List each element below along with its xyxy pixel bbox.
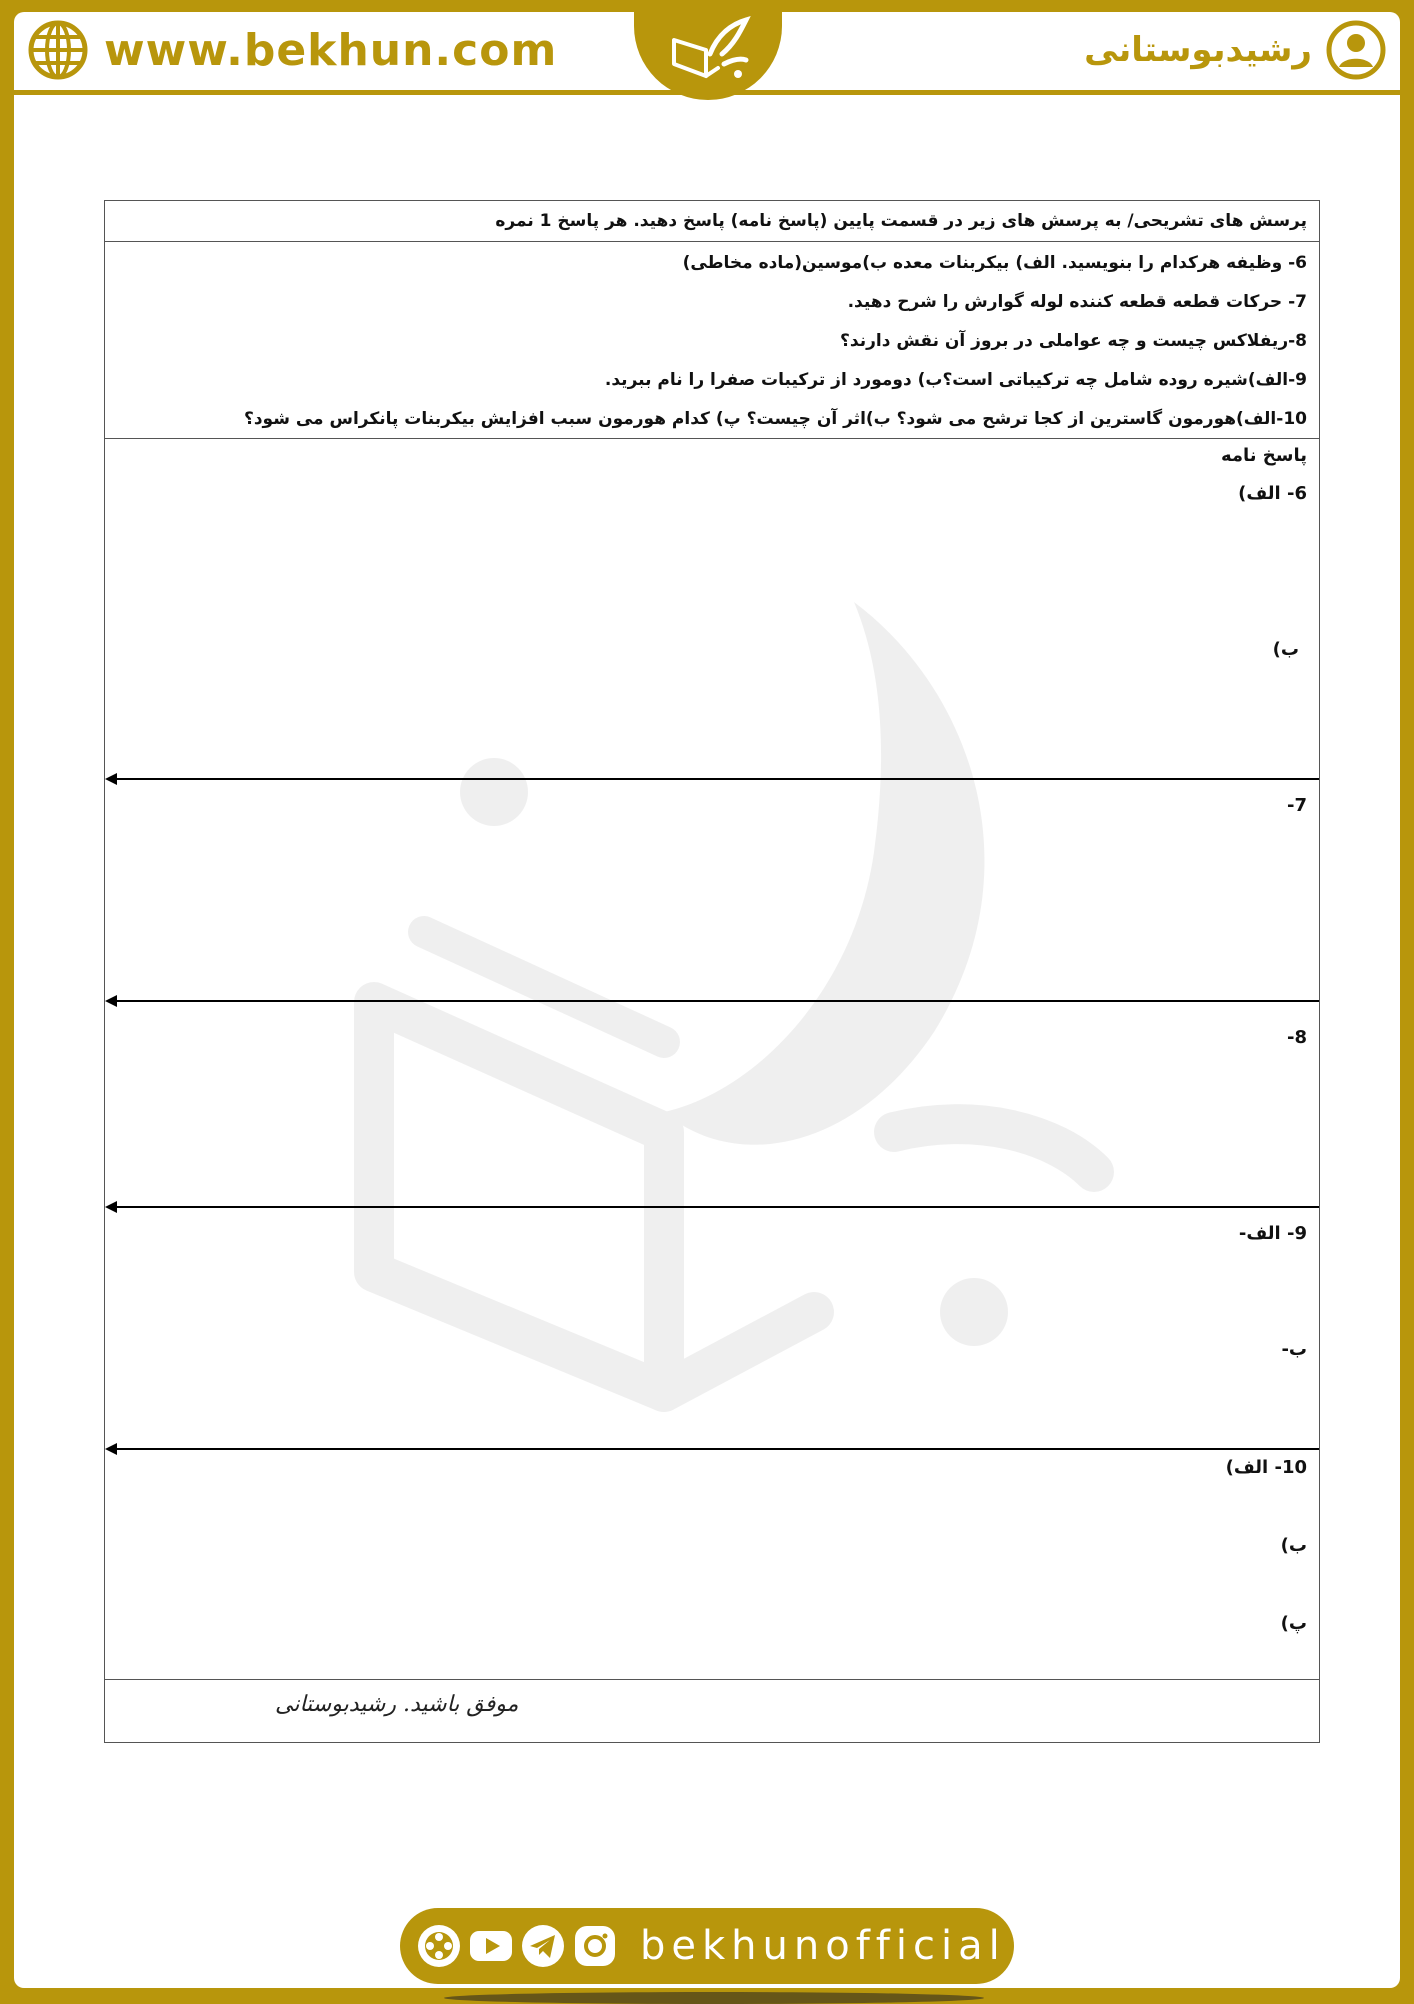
exam-instruction: پرسش های تشریحی/ به پرسش های زیر در قسمت پایین (پاسخ نامه) پاسخ دهید. هر پاسخ 1 نمره	[105, 201, 1319, 242]
pill-shadow	[444, 1992, 984, 2004]
top-banner	[14, 12, 1400, 95]
answer-divider-arrow	[105, 995, 1319, 1007]
answer-9-be-label: ب-	[1281, 1339, 1307, 1360]
question-8: 8-ریفلاکس چیست و چه عواملی در بروز آن نقش دارند؟	[840, 331, 1307, 351]
globe-icon	[28, 20, 88, 80]
answer-8-label: 8-	[1286, 1027, 1307, 1048]
answer-divider-arrow	[105, 773, 1319, 785]
social-bar	[400, 1908, 1014, 1984]
question-10: 10-الف)هورمون گاسترین از کجا ترشح می شود؟ ب)اثر آن چیست؟ پ) کدام هورمون سبب افزایش بیکربنات پانکراس می شود؟	[243, 409, 1307, 429]
aparat-icon[interactable]	[416, 1923, 462, 1969]
answer-sheet-title: پاسخ نامه	[1220, 445, 1307, 466]
answer-10-be-label: ب)	[1280, 1535, 1307, 1556]
answer-7-label: 7-	[1286, 795, 1307, 816]
answer-6-alef-label: 6- الف)	[1238, 483, 1307, 504]
site-url[interactable]: www.bekhun.com	[104, 24, 558, 76]
answer-10-alef-label: 10- الف)	[1225, 1457, 1307, 1478]
answer-divider-arrow	[105, 1201, 1319, 1213]
exam-table	[104, 200, 1320, 1743]
answer-9-alef-label: 9- الف-	[1238, 1223, 1307, 1244]
site-link[interactable]	[28, 18, 557, 82]
signature: موفق باشید. رشیدبوستانی	[275, 1692, 519, 1717]
user-icon	[1326, 20, 1386, 80]
book-logo-icon	[660, 14, 756, 86]
telegram-icon[interactable]	[520, 1923, 566, 1969]
page	[14, 12, 1400, 1988]
youtube-icon[interactable]	[468, 1923, 514, 1969]
answer-divider-arrow	[105, 1443, 1319, 1455]
answer-10-pe-label: پ)	[1280, 1613, 1307, 1634]
brand-logo	[634, 0, 782, 100]
question-list	[105, 242, 1319, 439]
question-9: 9-الف)شیره روده شامل چه ترکیباتی است؟ب) دومورد از ترکیبات صفرا را نام ببرید.	[604, 370, 1307, 390]
question-6: 6- وظیفه هرکدام را بنویسید. الف) بیکربنات معده ب)موسین(ماده مخاطی)	[682, 253, 1307, 273]
signature-row	[105, 1680, 1319, 1742]
question-7: 7- حرکات قطعه قطعه کننده لوله گوارش را شرح دهید.	[847, 292, 1307, 312]
author-name: رشیدبوستانی	[1084, 30, 1312, 70]
author-block	[1084, 18, 1386, 82]
answer-6-be-label: ب)	[1272, 639, 1299, 660]
answer-sheet	[105, 439, 1319, 1680]
instagram-icon[interactable]	[572, 1923, 618, 1969]
social-handle[interactable]: bekhunofficial	[640, 1923, 1006, 1969]
